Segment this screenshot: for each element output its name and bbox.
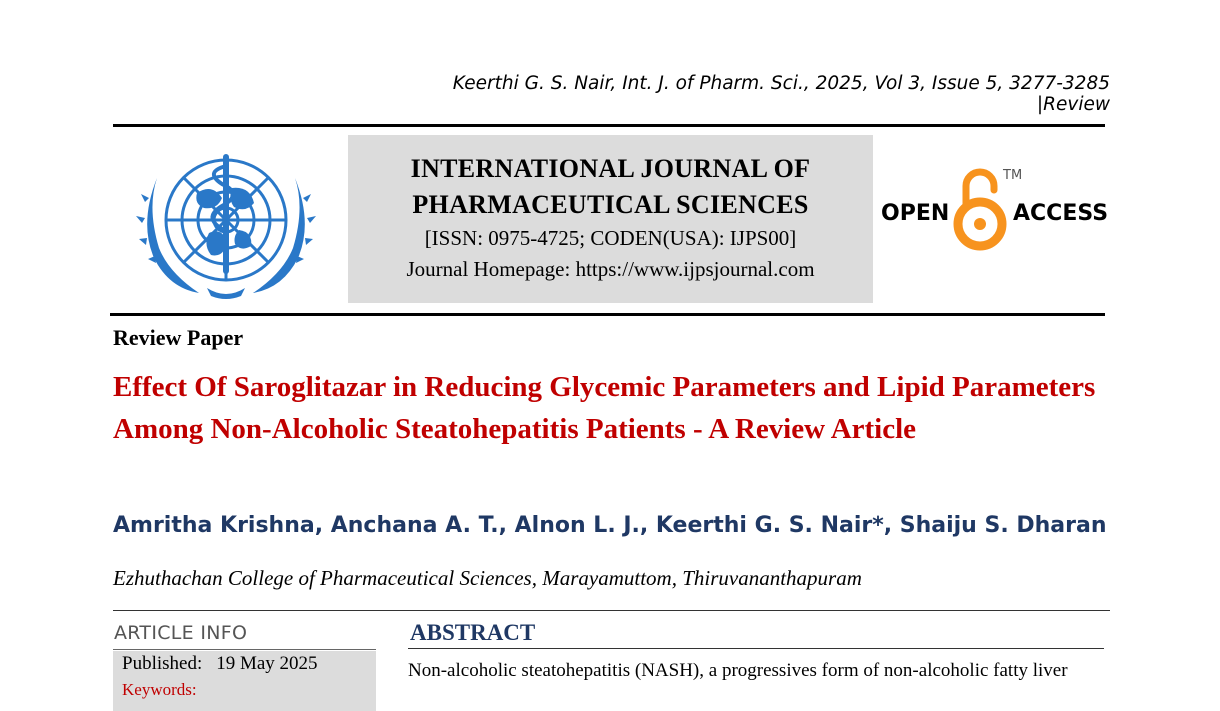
open-access-access-label: ACCESS — [1013, 201, 1109, 226]
published-row — [122, 653, 318, 675]
abstract-heading: ABSTRACT — [410, 620, 536, 645]
journal-name-line-1: INTERNATIONAL JOURNAL OF — [410, 154, 811, 183]
article-info-heading: ARTICLE INFO — [114, 622, 248, 644]
published-date: 19 May 2025 — [216, 653, 318, 674]
header-top-rule — [113, 124, 1105, 127]
header-bottom-rule — [110, 313, 1105, 316]
citation-header: Keerthi G. S. Nair, Int. J. of Pharm. Sci., 2025, Vol 3, Issue 5, 3277-3285 |Review — [452, 73, 1110, 115]
journal-issn: [ISSN: 0975-4725; CODEN(USA): IJPS00] — [424, 226, 797, 250]
authors: Amritha Krishna, Anchana A. T., Alnon L. J., Keerthi G. S. Nair*, Shaiju S. Dharan — [113, 513, 1107, 538]
affiliation: Ezhuthachan College of Pharmaceutical Sciences, Marayamuttom, Thiruvananthapuram — [113, 566, 862, 590]
journal-info-box — [348, 135, 873, 303]
paper-title: Effect Of Saroglitazar in Reducing Glycemic Parameters and Lipid Parameters Among Non-Alcoholic Steatohepatitis Patients - A Review Article — [113, 371, 1096, 445]
open-access-trademark: TM — [1003, 168, 1023, 183]
journal-logo-icon — [127, 138, 325, 306]
open-access-lock-icon — [952, 164, 1008, 252]
abstract-text: Non-alcoholic steatohepatitis (NASH), a progressives form of non-alcoholic fatty liver — [408, 660, 1068, 681]
journal-name — [348, 151, 873, 223]
article-info-rule — [113, 649, 376, 650]
journal-name-line-2: PHARMACEUTICAL SCIENCES — [412, 190, 809, 219]
journal-homepage: Journal Homepage: https://www.ijpsjournal.com — [406, 257, 815, 281]
section-divider — [113, 610, 1110, 611]
keywords-label: Keywords: — [122, 680, 197, 699]
abstract-rule — [408, 648, 1104, 649]
open-access-open-label: OPEN — [881, 201, 950, 226]
paper-type: Review Paper — [113, 325, 244, 350]
published-label: Published: — [122, 653, 203, 674]
